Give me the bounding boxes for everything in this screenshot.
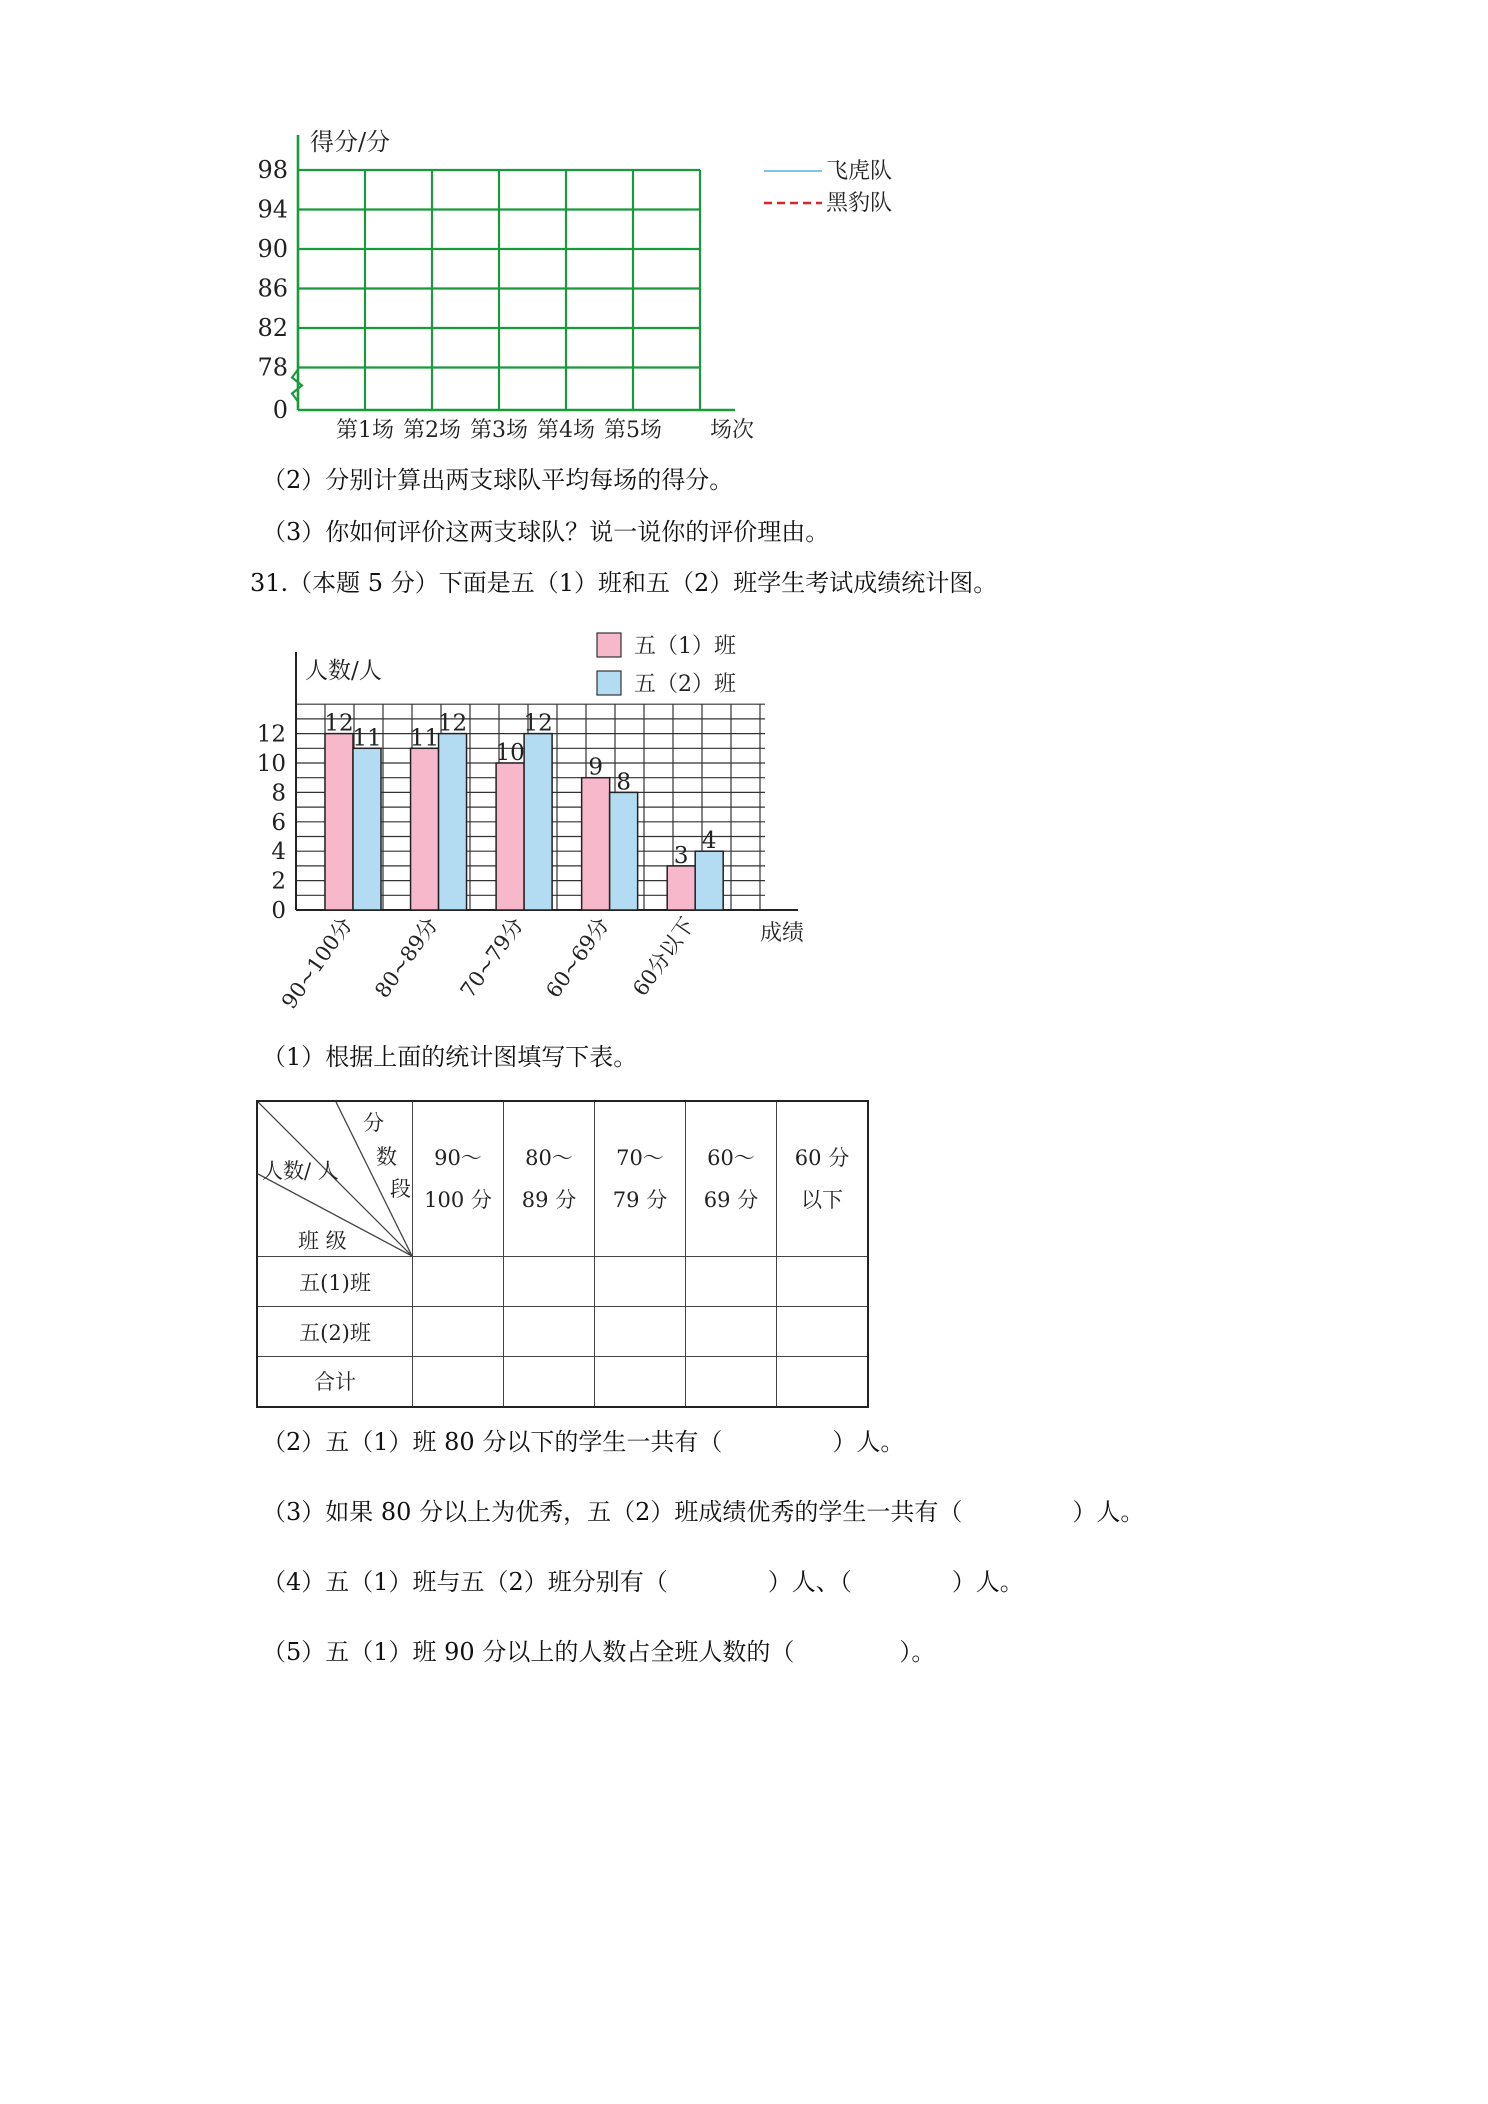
table-corner-cell [257, 1101, 413, 1257]
bar [524, 734, 552, 910]
q31-sub4: （4）五（1）班与五（2）班分别有（ ）人、（ ）人。 [262, 1568, 1024, 1596]
x-tick-label: 第5场 [604, 418, 662, 443]
chart2-ylabel: 人数/人 [305, 658, 382, 684]
header-70-79: 70～ 79 分 [595, 1101, 686, 1257]
chart1-xlabel: 场次 [710, 418, 755, 443]
chart2-y-ticks [257, 722, 286, 924]
y-tick-label: 0 [271, 898, 286, 924]
chart1-grid [298, 170, 700, 410]
bar [325, 734, 353, 910]
y-tick-label: 86 [257, 274, 288, 303]
line-chart [250, 125, 950, 455]
y-tick-label: 82 [257, 314, 288, 342]
header-below-60: 60 分 以下 [777, 1101, 869, 1257]
data-label: 9 [588, 754, 603, 781]
y-tick-label: 12 [256, 721, 286, 748]
answer-cell[interactable] [686, 1307, 777, 1357]
data-label: 12 [437, 710, 468, 737]
y-tick-label: 10 [256, 751, 286, 777]
x-tick-label: 60~69分 [541, 913, 614, 1003]
q31-sub2: （2）五（1）班 80 分以下的学生一共有（ ）人。 [262, 1428, 905, 1456]
chart2-x-ticks [277, 913, 699, 1013]
answer-cell[interactable] [777, 1357, 869, 1407]
data-label: 3 [673, 842, 689, 869]
bar [439, 734, 467, 910]
x-tick-label: 70~79分 [455, 913, 529, 1003]
answer-cell[interactable] [504, 1307, 595, 1357]
x-tick-label: 第4场 [537, 418, 595, 443]
data-label: 4 [701, 828, 717, 855]
bar [582, 778, 610, 910]
answer-cell[interactable] [504, 1257, 595, 1307]
chart1-axes [292, 135, 735, 410]
answer-cell[interactable] [686, 1357, 777, 1407]
answer-cell[interactable] [413, 1307, 504, 1357]
y-tick-label: 2 [271, 868, 286, 895]
chart2-xlabel: 成绩 [760, 921, 805, 946]
q31-title: 31.（本题 5 分）下面是五（1）班和五（2）班学生考试成绩统计图。 [250, 569, 998, 597]
answer-cell[interactable] [595, 1257, 686, 1307]
legend-label-feihu: 飞虎队 [826, 159, 893, 184]
y-tick-label: 0 [272, 396, 288, 424]
answer-cell[interactable] [686, 1257, 777, 1307]
legend-label-class2: 五（2）班 [634, 672, 736, 697]
bar [411, 748, 439, 910]
data-label: 11 [352, 725, 382, 752]
data-label: 8 [616, 769, 631, 796]
row-label-class2: 五(2)班 [257, 1307, 413, 1357]
score-table [256, 1100, 869, 1408]
corner-banji: 班 级 [298, 1229, 347, 1253]
corner-duan: 段 [390, 1177, 411, 1201]
table-row [257, 1257, 868, 1307]
x-tick-label: 第3场 [470, 418, 528, 443]
legend-swatch-class2 [597, 671, 621, 695]
y-tick-label: 8 [271, 780, 286, 807]
x-tick-label: 80~89分 [370, 913, 443, 1003]
bar [610, 792, 638, 910]
bar-chart [250, 620, 830, 1025]
y-tick-label: 98 [257, 156, 288, 184]
chart1-y-ticks [257, 156, 288, 424]
bar [667, 866, 695, 910]
header-90-100: 90～ 100 分 [413, 1101, 504, 1257]
answer-cell[interactable] [504, 1357, 595, 1407]
y-tick-label: 4 [271, 839, 286, 866]
answer-cell[interactable] [413, 1257, 504, 1307]
legend-label-class1: 五（1）班 [634, 634, 736, 659]
header-80-89: 80～ 89 分 [504, 1101, 595, 1257]
corner-diagonals [258, 1102, 412, 1256]
data-label: 11 [409, 725, 440, 752]
chart1-ylabel: 得分/分 [310, 128, 391, 156]
bar [353, 748, 381, 910]
data-label: 12 [523, 710, 553, 737]
y-tick-label: 90 [257, 235, 288, 263]
legend-label-heibao: 黑豹队 [826, 191, 893, 216]
legend-swatch-class1 [597, 633, 621, 657]
bar [695, 851, 723, 910]
q31-sub5: （5）五（1）班 90 分以上的人数占全班人数的（ ）。 [262, 1638, 936, 1666]
answer-cell[interactable] [595, 1307, 686, 1357]
x-tick-label: 90~100分 [276, 913, 358, 1014]
answer-cell[interactable] [777, 1257, 869, 1307]
bar [496, 763, 524, 910]
q30-sub2: （2）分别计算出两支球队平均每场的得分。 [262, 466, 734, 494]
q30-sub3: （3）你如何评价这两支球队？说一说你的评价理由。 [262, 518, 830, 546]
corner-fen: 分 [363, 1111, 384, 1135]
q31-sub1: （1）根据上面的统计图填写下表。 [262, 1043, 638, 1071]
chart1-x-ticks [336, 418, 662, 443]
row-label-class1: 五(1)班 [257, 1257, 413, 1307]
data-label: 12 [324, 710, 354, 737]
table-row [257, 1357, 868, 1407]
answer-cell[interactable] [595, 1357, 686, 1407]
y-tick-label: 94 [257, 195, 288, 224]
y-tick-label: 78 [257, 353, 288, 382]
x-tick-label: 60分以下 [628, 913, 700, 1001]
answer-cell[interactable] [413, 1357, 504, 1407]
x-tick-label: 第1场 [336, 418, 394, 443]
y-tick-label: 6 [271, 809, 286, 836]
row-label-total: 合计 [257, 1357, 413, 1407]
header-60-69: 60～ 69 分 [686, 1101, 777, 1257]
answer-cell[interactable] [777, 1307, 869, 1357]
corner-renshu: 人数/ 人 [262, 1159, 339, 1183]
q31-sub3: （3）如果 80 分以上为优秀，五（2）班成绩优秀的学生一共有（ ）人。 [262, 1498, 1145, 1526]
table-row [257, 1307, 868, 1357]
corner-shu: 数 [376, 1145, 397, 1169]
data-label: 10 [495, 740, 525, 766]
x-tick-label: 第2场 [403, 418, 461, 443]
